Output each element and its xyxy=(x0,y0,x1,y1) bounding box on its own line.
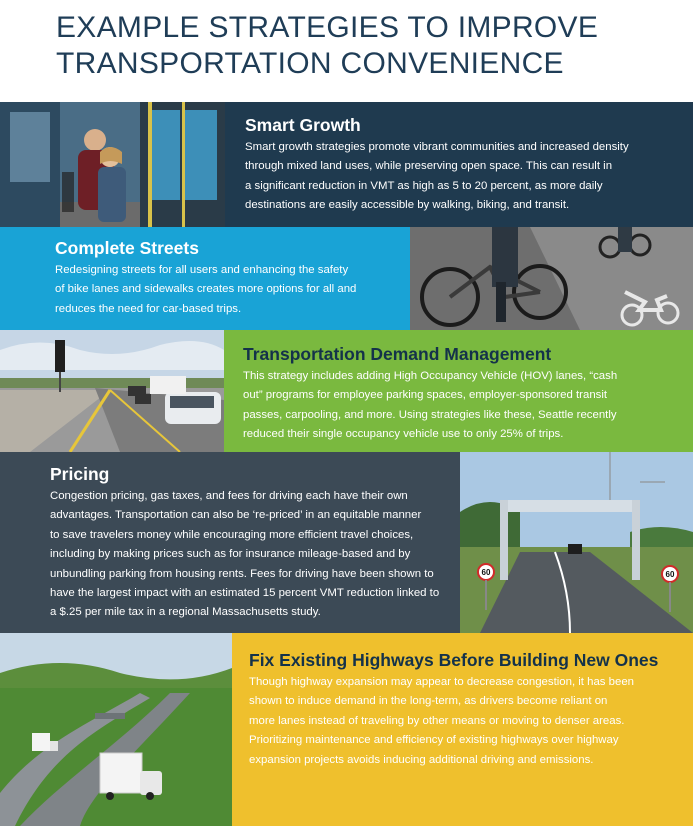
bike-lane-photo xyxy=(410,227,693,330)
speed-limit-sign-right: 60 xyxy=(665,570,675,579)
pricing-line-7: a $.25 per mile tax in a regional Massachusetts study. xyxy=(50,606,321,619)
fix-highways-panel xyxy=(232,633,693,826)
tdm-line-4: reduced their single occupancy vehicle use to only 25% of trips. xyxy=(243,428,564,441)
fix-highways-heading: Fix Existing Highways Before Building New Ones xyxy=(249,650,659,670)
smart-growth-heading: Smart Growth xyxy=(245,115,361,135)
pricing-line-6: have the largest impact with an estimated 15 percent VMT reduction linked to xyxy=(50,587,440,600)
complete-streets-panel xyxy=(0,227,410,330)
page-title-line-1: EXAMPLE STRATEGIES TO IMPROVE xyxy=(56,11,599,44)
fix-highways-line-4: Prioritizing maintenance and efficiency of existing highways over highway xyxy=(249,734,619,747)
smart-growth-panel xyxy=(225,102,693,227)
tdm-line-2: out” programs for employee parking spaces, employer-sponsored transit xyxy=(243,389,608,402)
smart-growth-line-3: a significant reduction in VMT as high as 5 to 20 percent, as more daily xyxy=(245,179,603,192)
fix-highways-line-3: more lanes instead of traveling by other means or moving to denser areas. xyxy=(249,714,625,727)
pricing-line-3: to save travelers money while encouraging more efficient travel choices, xyxy=(50,528,414,541)
complete-streets-line-3: reduces the need for car-based trips. xyxy=(55,302,242,315)
pricing-panel xyxy=(0,452,460,633)
toll-gantry-photo xyxy=(460,452,693,633)
tdm-line-1: This strategy includes adding High Occupancy Vehicle (HOV) lanes, “cash xyxy=(243,370,618,382)
pricing-section xyxy=(0,452,693,633)
tdm-line-3: passes, carpooling, and more. Using strategies like these, Seattle recently xyxy=(243,408,617,421)
page-title xyxy=(56,10,676,82)
pricing-line-1: Congestion pricing, gas taxes, and fees for driving each have their own xyxy=(50,490,408,502)
speed-limit-sign-left: 60 xyxy=(481,568,491,577)
tdm-section xyxy=(0,330,693,452)
smart-growth-line-4: destinations are easily accessible by walking, biking, and transit. xyxy=(245,199,570,212)
fix-highways-line-5: expansion projects avoids inducing additional driving and emissions. xyxy=(249,753,594,766)
pricing-line-4: including by making prices such as for insurance mileage-based and by xyxy=(50,548,411,561)
complete-streets-heading: Complete Streets xyxy=(55,238,199,258)
complete-streets-section xyxy=(0,227,693,330)
pricing-heading: Pricing xyxy=(50,464,110,484)
tdm-heading: Transportation Demand Management xyxy=(243,344,552,364)
highway-trucks-photo xyxy=(0,633,232,826)
fix-highways-line-1: Though highway expansion may appear to decrease congestion, it has been xyxy=(249,676,635,688)
page-title-line-2: TRANSPORTATION CONVENIENCE xyxy=(56,47,564,80)
complete-streets-line-1: Redesigning streets for all users and enhancing the safety xyxy=(55,264,349,276)
tdm-panel xyxy=(224,330,693,452)
hov-lane-photo xyxy=(0,330,224,452)
smart-growth-line-2: through mixed land uses, while preserving open space. This can result in xyxy=(245,160,613,173)
fix-highways-line-2: shown to induce demand in the long-term, as drivers become reliant on xyxy=(249,695,608,708)
complete-streets-line-2: of bike lanes and sidewalks creates more options for all and xyxy=(55,283,357,296)
pricing-line-2: advantages. Transportation can also be ‘re-priced’ in an equitable manner xyxy=(50,509,422,522)
pricing-line-5: unbundling parking from housing rents. Fees for driving have been shown to xyxy=(50,567,434,580)
smart-growth-section xyxy=(0,102,693,227)
fix-highways-section xyxy=(0,633,693,826)
bus-boarding-photo xyxy=(0,102,225,227)
smart-growth-line-1: Smart growth strategies promote vibrant communities and increased density xyxy=(245,141,629,153)
